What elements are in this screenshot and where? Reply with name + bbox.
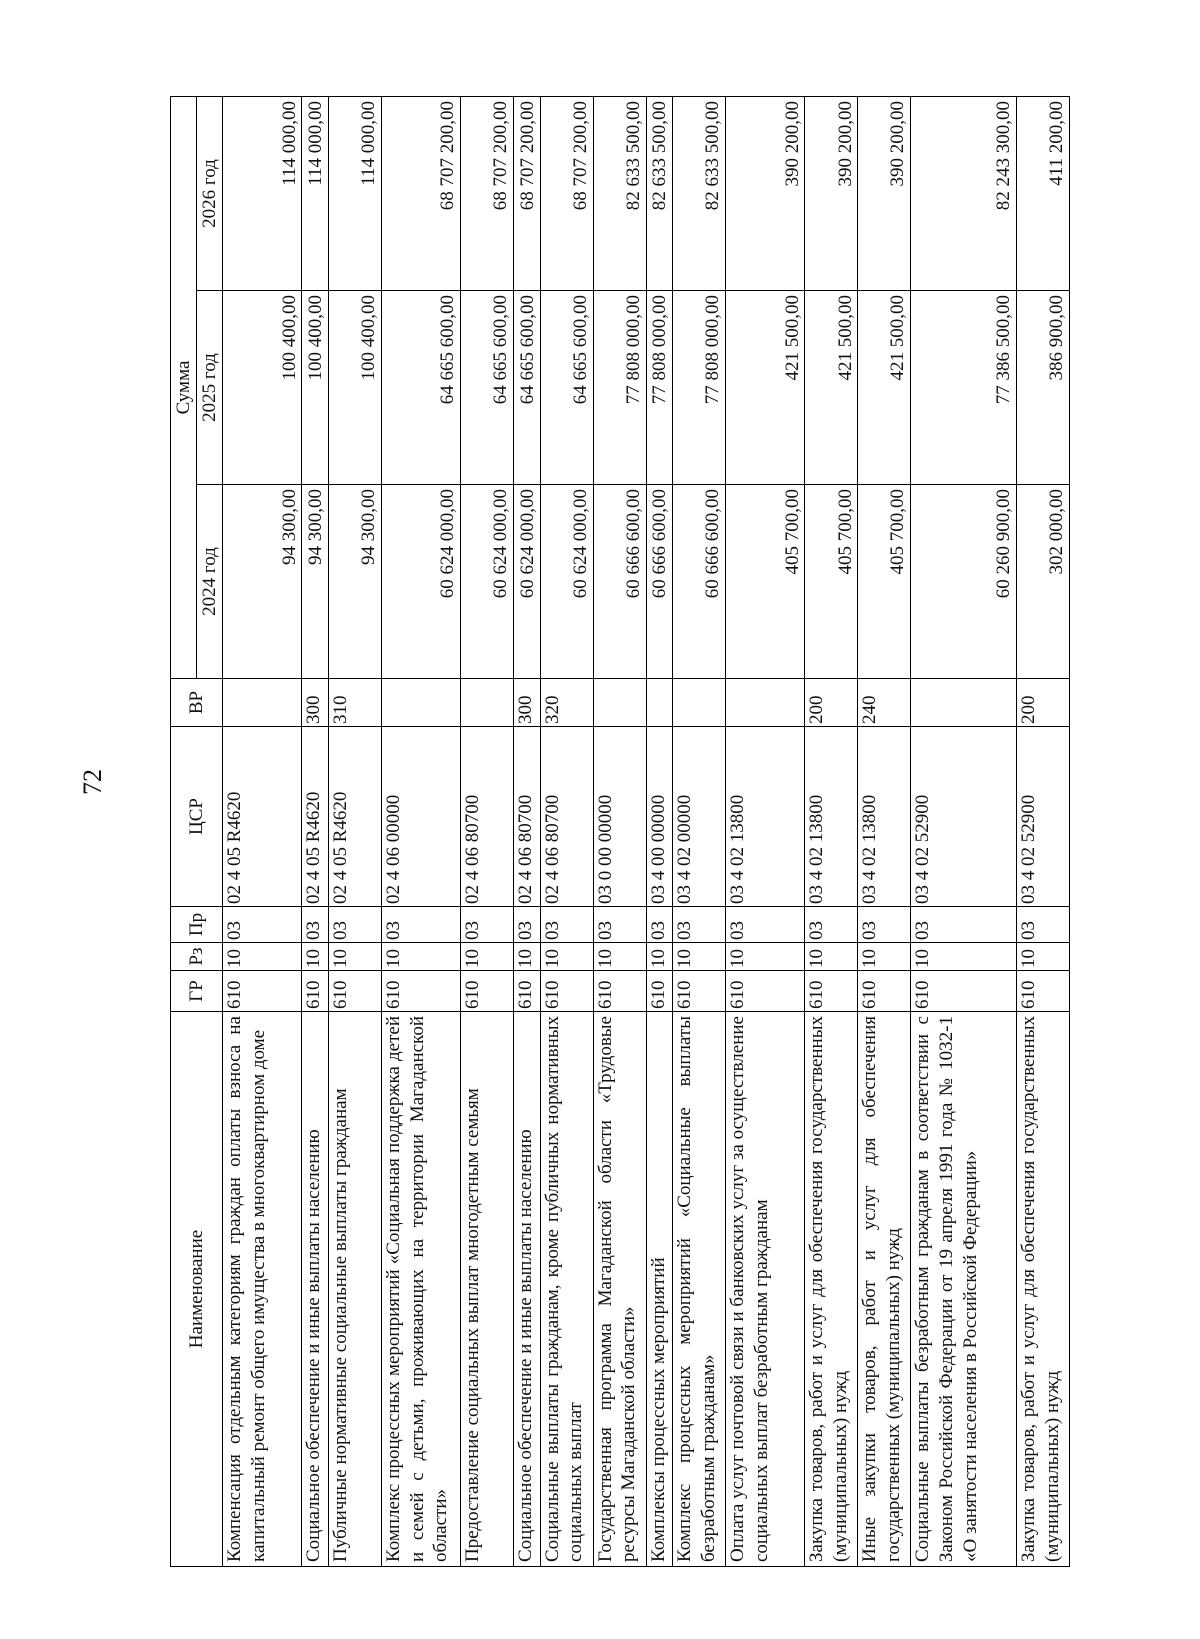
header-year-2025: 2025 год [197, 291, 223, 485]
row-2026: 82 633 500,00 [672, 97, 725, 291]
row-2025: 77 808 000,00 [672, 291, 725, 485]
table-row [858, 97, 911, 1567]
row-name: Государственная программа Магаданской области «Трудовые ресурсы Магаданской области» [593, 1012, 646, 1567]
row-name: Социальные выплаты гражданам, кроме публичных нормативных социальных выплат [540, 1012, 593, 1567]
row-2025: 64 665 600,00 [514, 291, 540, 485]
table-row [540, 97, 593, 1567]
row-2024: 405 700,00 [858, 485, 911, 679]
header-csr: ЦСР [171, 727, 223, 907]
row-gr: 610 [593, 971, 646, 1012]
header-name: Наименование [171, 1012, 223, 1567]
row-2024: 94 300,00 [302, 485, 328, 679]
row-name: Иные закупки товаров, работ и услуг для обеспечения государственных (муниципальных) нужд [858, 1012, 911, 1567]
row-2025: 421 500,00 [858, 291, 911, 485]
row-2026: 82 633 500,00 [646, 97, 672, 291]
row-gr: 610 [514, 971, 540, 1012]
row-gr: 610 [381, 971, 460, 1012]
row-2025: 386 900,00 [1017, 291, 1070, 485]
row-rz: 10 [725, 943, 804, 971]
row-csr: 02 4 05 R4620 [328, 727, 381, 907]
header-year-2024: 2024 год [197, 485, 223, 679]
page-number: 72 [78, 769, 107, 795]
row-csr: 02 4 06 00000 [381, 727, 460, 907]
row-csr: 03 4 02 00000 [672, 727, 725, 907]
row-gr: 610 [461, 971, 514, 1012]
row-2024: 60 666 600,00 [646, 485, 672, 679]
row-2024: 94 300,00 [223, 485, 302, 679]
row-csr: 02 4 06 80700 [514, 727, 540, 907]
row-csr: 02 4 05 R4620 [223, 727, 302, 907]
row-csr: 02 4 05 R4620 [302, 727, 328, 907]
row-name: Комплекс процессных мероприятий «Социальные выплаты безработным гражданам» [672, 1012, 725, 1567]
row-2025: 64 665 600,00 [381, 291, 460, 485]
row-rz: 10 [461, 943, 514, 971]
row-name: Комплекс процессных мероприятий «Социальная поддержка детей и семей с детьми, проживающих на территории Магаданской области» [381, 1012, 460, 1567]
row-vr [646, 679, 672, 727]
row-name: Предоставление социальных выплат многодетным семьям [461, 1012, 514, 1567]
row-vr: 300 [514, 679, 540, 727]
row-2025: 100 400,00 [328, 291, 381, 485]
row-vr [461, 679, 514, 727]
row-2026: 68 707 200,00 [540, 97, 593, 291]
row-rz: 10 [302, 943, 328, 971]
row-pr: 03 [461, 907, 514, 943]
row-pr: 03 [725, 907, 804, 943]
row-pr: 03 [381, 907, 460, 943]
row-csr: 03 0 00 00000 [593, 727, 646, 907]
row-csr: 03 4 02 13800 [858, 727, 911, 907]
row-2024: 60 624 000,00 [461, 485, 514, 679]
row-vr [911, 679, 1017, 727]
table-row [223, 97, 302, 1567]
row-2024: 60 666 600,00 [593, 485, 646, 679]
header-pr: Пр [171, 907, 223, 943]
row-pr: 03 [646, 907, 672, 943]
row-2024: 302 000,00 [1017, 485, 1070, 679]
row-name: Компенсация отдельным категориям граждан оплаты взноса на капитальный ремонт общего имущества в многоквартирном доме [223, 1012, 302, 1567]
header-year-2026: 2026 год [197, 97, 223, 291]
row-name: Социальные выплаты безработным гражданам в соответствии с Законом Российской Федерации от 19 апреля 1991 года № 1032-1 «О занятости населения в Российской Федерации» [911, 1012, 1017, 1567]
row-rz: 10 [514, 943, 540, 971]
row-2025: 100 400,00 [302, 291, 328, 485]
row-rz: 10 [593, 943, 646, 971]
row-vr: 300 [302, 679, 328, 727]
row-2024: 60 666 600,00 [672, 485, 725, 679]
row-2025: 77 386 500,00 [911, 291, 1017, 485]
row-gr: 610 [911, 971, 1017, 1012]
row-name: Закупка товаров, работ и услуг для обеспечения государственных (муниципальных) нужд [805, 1012, 858, 1567]
row-2026: 114 000,00 [302, 97, 328, 291]
row-2026: 82 243 300,00 [911, 97, 1017, 291]
row-pr: 03 [540, 907, 593, 943]
row-2025: 100 400,00 [223, 291, 302, 485]
row-csr: 02 4 06 80700 [540, 727, 593, 907]
row-gr: 610 [858, 971, 911, 1012]
row-rz: 10 [672, 943, 725, 971]
row-vr: 320 [540, 679, 593, 727]
row-2026: 82 633 500,00 [593, 97, 646, 291]
row-2026: 114 000,00 [223, 97, 302, 291]
rotated-table-page [170, 97, 1070, 1567]
row-vr [223, 679, 302, 727]
row-2026: 390 200,00 [725, 97, 804, 291]
row-gr: 610 [646, 971, 672, 1012]
row-vr [672, 679, 725, 727]
row-gr: 610 [805, 971, 858, 1012]
table-row [672, 97, 725, 1567]
row-rz: 10 [858, 943, 911, 971]
row-gr: 610 [672, 971, 725, 1012]
row-2025: 421 500,00 [725, 291, 804, 485]
header-sum: Сумма [171, 97, 197, 679]
row-csr: 03 4 02 52900 [911, 727, 1017, 907]
row-name: Комплексы процессных мероприятий [646, 1012, 672, 1567]
row-2024: 60 260 900,00 [911, 485, 1017, 679]
row-name: Социальное обеспечение и иные выплаты населению [302, 1012, 328, 1567]
row-rz: 10 [540, 943, 593, 971]
row-pr: 03 [223, 907, 302, 943]
row-name: Социальное обеспечение и иные выплаты населению [514, 1012, 540, 1567]
table-row [725, 97, 804, 1567]
row-2024: 60 624 000,00 [514, 485, 540, 679]
table-row [593, 97, 646, 1567]
table-row [381, 97, 460, 1567]
row-name: Закупка товаров, работ и услуг для обеспечения государственных (муниципальных) нужд [1017, 1012, 1070, 1567]
table-row [805, 97, 858, 1567]
row-pr: 03 [514, 907, 540, 943]
row-vr [593, 679, 646, 727]
row-gr: 610 [302, 971, 328, 1012]
row-gr: 610 [328, 971, 381, 1012]
row-2025: 77 808 000,00 [646, 291, 672, 485]
row-pr: 03 [911, 907, 1017, 943]
table-row [514, 97, 540, 1567]
row-2026: 68 707 200,00 [461, 97, 514, 291]
row-vr [725, 679, 804, 727]
row-2025: 64 665 600,00 [461, 291, 514, 485]
row-2024: 405 700,00 [805, 485, 858, 679]
row-rz: 10 [1017, 943, 1070, 971]
table-row [302, 97, 328, 1567]
table-row [328, 97, 381, 1567]
row-2024: 405 700,00 [725, 485, 804, 679]
row-vr: 200 [1017, 679, 1070, 727]
budget-table [170, 96, 1070, 1567]
row-pr: 03 [593, 907, 646, 943]
row-gr: 610 [725, 971, 804, 1012]
row-gr: 610 [540, 971, 593, 1012]
header-gr: ГР [171, 971, 223, 1012]
row-vr: 200 [805, 679, 858, 727]
row-2026: 68 707 200,00 [381, 97, 460, 291]
table-row [1017, 97, 1070, 1567]
row-csr: 03 4 02 52900 [1017, 727, 1070, 907]
table-row [911, 97, 1017, 1567]
row-rz: 10 [805, 943, 858, 971]
row-pr: 03 [328, 907, 381, 943]
row-csr: 03 4 02 13800 [725, 727, 804, 907]
row-vr: 240 [858, 679, 911, 727]
row-csr: 03 4 02 13800 [805, 727, 858, 907]
row-csr: 03 4 00 00000 [646, 727, 672, 907]
row-2026: 411 200,00 [1017, 97, 1070, 291]
row-2026: 390 200,00 [858, 97, 911, 291]
row-gr: 610 [223, 971, 302, 1012]
table-row [461, 97, 514, 1567]
row-pr: 03 [858, 907, 911, 943]
row-vr [381, 679, 460, 727]
row-2025: 421 500,00 [805, 291, 858, 485]
row-2025: 77 808 000,00 [593, 291, 646, 485]
row-2026: 114 000,00 [328, 97, 381, 291]
row-pr: 03 [805, 907, 858, 943]
row-2024: 94 300,00 [328, 485, 381, 679]
row-name: Публичные нормативные социальные выплаты гражданам [328, 1012, 381, 1567]
row-pr: 03 [302, 907, 328, 943]
row-pr: 03 [1017, 907, 1070, 943]
row-rz: 10 [911, 943, 1017, 971]
row-rz: 10 [381, 943, 460, 971]
row-2024: 60 624 000,00 [540, 485, 593, 679]
row-rz: 10 [328, 943, 381, 971]
header-rz: Рз [171, 943, 223, 971]
row-vr: 310 [328, 679, 381, 727]
row-pr: 03 [672, 907, 725, 943]
row-rz: 10 [223, 943, 302, 971]
row-csr: 02 4 06 80700 [461, 727, 514, 907]
row-2025: 64 665 600,00 [540, 291, 593, 485]
table-row [646, 97, 672, 1567]
row-2026: 68 707 200,00 [514, 97, 540, 291]
row-name: Оплата услуг почтовой связи и банковских услуг за осуществление социальных выплат безработным гражданам [725, 1012, 804, 1567]
row-2024: 60 624 000,00 [381, 485, 460, 679]
header-vr: ВР [171, 679, 223, 727]
row-rz: 10 [646, 943, 672, 971]
row-gr: 610 [1017, 971, 1070, 1012]
row-2026: 390 200,00 [805, 97, 858, 291]
